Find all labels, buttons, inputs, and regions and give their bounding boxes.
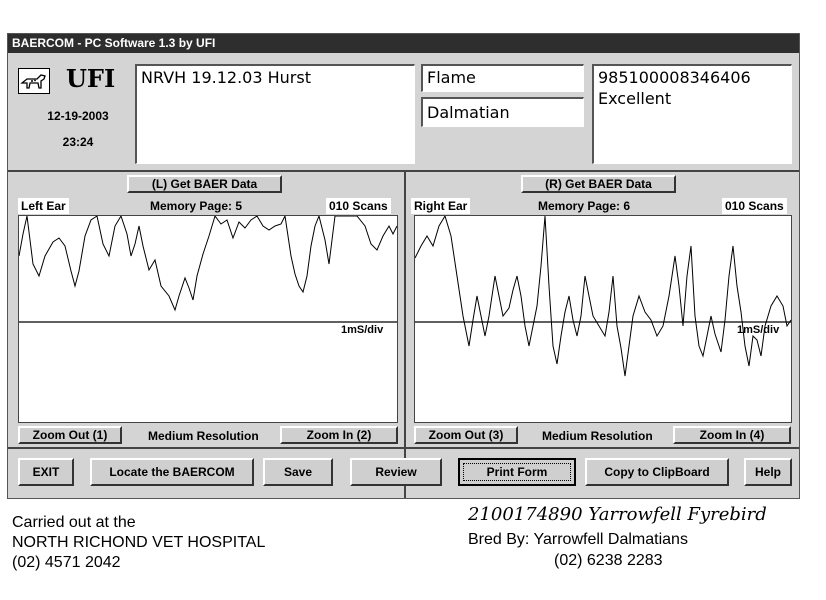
footer-hospital-phone: (02) 4571 2042	[12, 554, 121, 571]
print-form-button[interactable]: Print Form	[458, 458, 576, 486]
right-scans: 010 Scans	[722, 198, 787, 214]
right-waveform-trace	[415, 216, 791, 376]
left-scans: 010 Scans	[326, 198, 391, 214]
left-zoom-in-button[interactable]: Zoom In (2)	[280, 426, 398, 444]
left-waveform-svg	[19, 216, 397, 422]
right-ear-label: Right Ear	[411, 198, 470, 214]
breed-field[interactable]: Dalmatian	[421, 97, 584, 127]
right-zoom-in-button[interactable]: Zoom In (4)	[673, 426, 791, 444]
right-memory-page: Memory Page: 6	[538, 199, 631, 213]
result-text: Excellent	[598, 89, 672, 108]
left-waveform-plot	[18, 215, 398, 423]
panel-divider	[404, 172, 406, 498]
microchip-number: 985100008346406	[598, 68, 751, 87]
left-zoom-out-button[interactable]: Zoom Out (1)	[18, 426, 122, 444]
microchip-result-field[interactable]	[592, 64, 792, 164]
left-waveform-trace	[19, 216, 397, 310]
left-memory-page: Memory Page: 5	[150, 199, 243, 213]
test-time: 23:24	[62, 135, 94, 149]
help-button[interactable]: Help	[744, 458, 792, 486]
test-date: 12-19-2003	[47, 109, 109, 123]
exit-button[interactable]: EXIT	[18, 458, 74, 486]
right-waveform-svg	[415, 216, 791, 422]
right-waveform-plot	[414, 215, 792, 423]
right-get-baer-button[interactable]: (R) Get BAER Data	[521, 175, 676, 193]
bred-by: Bred By: Yarrowfell Dalmatians	[468, 531, 688, 548]
dog-registration: 2100174890 Yarrowfell Fyrebird	[468, 504, 767, 525]
right-zoom-out-button[interactable]: Zoom Out (3)	[414, 426, 518, 444]
left-scale-label: 1mS/div	[341, 324, 384, 336]
copy-clipboard-button[interactable]: Copy to ClipBoard	[585, 458, 729, 486]
test-info-field[interactable]: NRVH 19.12.03 Hurst	[135, 64, 415, 164]
toolbar-divider	[8, 447, 799, 449]
footer-location-block	[12, 513, 265, 573]
ufi-logo-text: UFI	[66, 64, 116, 93]
breeder-phone: (02) 6238 2283	[554, 552, 663, 569]
footer-hospital: NORTH RICHOND VET HOSPITAL	[12, 534, 266, 551]
left-get-baer-button[interactable]: (L) Get BAER Data	[127, 175, 282, 193]
left-ear-label: Left Ear	[18, 198, 69, 214]
locate-baercom-button[interactable]: Locate the BAERCOM	[90, 458, 254, 486]
right-resolution: Medium Resolution	[542, 429, 653, 443]
right-scale-label: 1mS/div	[737, 324, 780, 336]
save-button[interactable]: Save	[263, 458, 333, 486]
window-title: BAERCOM - PC Software 1.3 by UFI	[8, 34, 799, 53]
review-button[interactable]: Review	[350, 458, 442, 486]
dog-name-field[interactable]: Flame	[421, 64, 584, 92]
left-resolution: Medium Resolution	[148, 429, 259, 443]
dalmatian-dog-icon	[18, 68, 50, 94]
baercom-window	[7, 33, 800, 499]
footer-line1: Carried out at the	[12, 514, 136, 531]
